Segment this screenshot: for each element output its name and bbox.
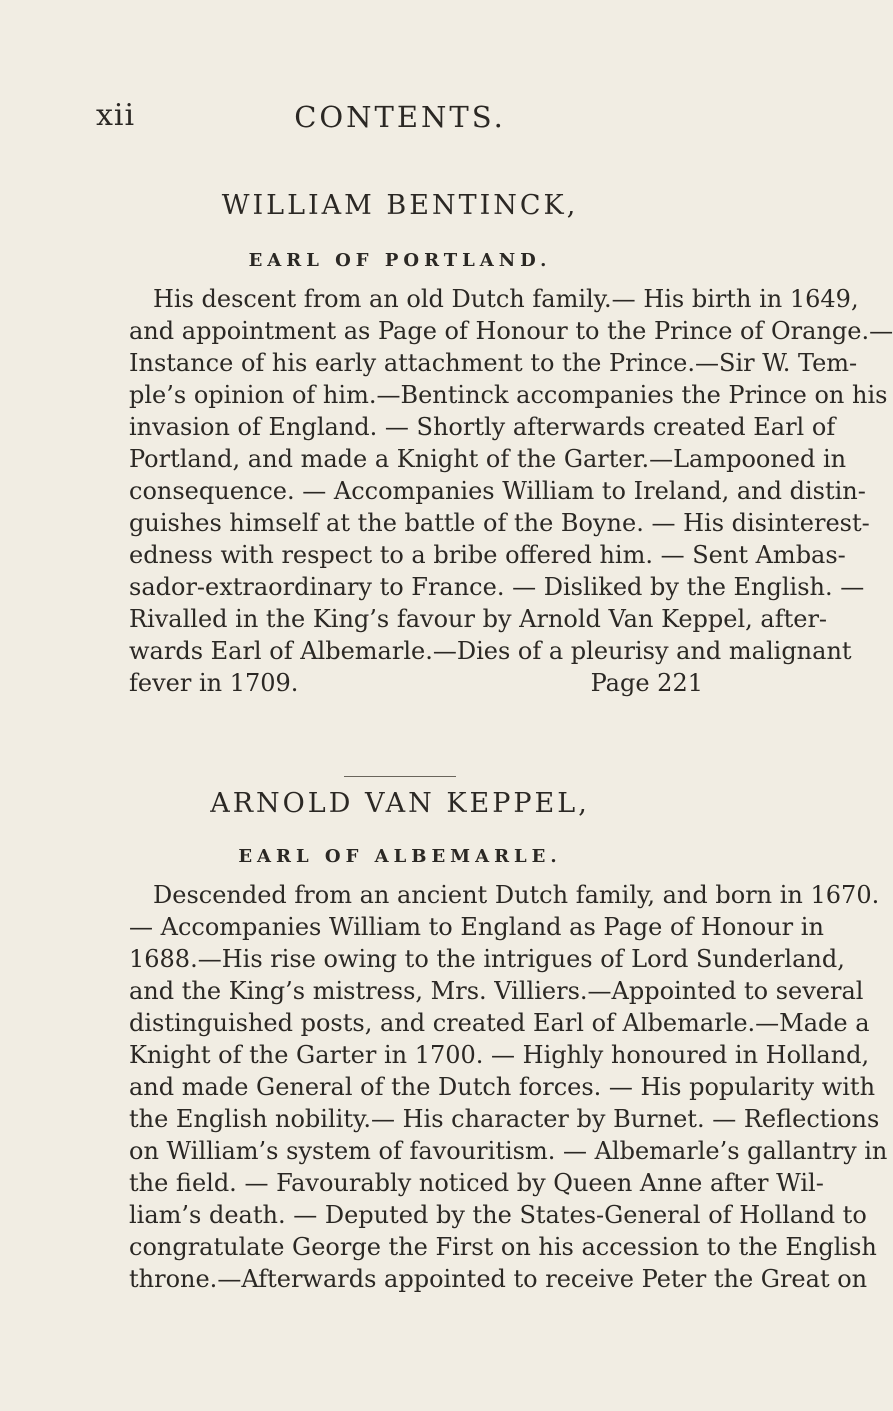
contents-line: the field. — Favourably noticed by Queen Anne after Wil-	[129, 1169, 824, 1197]
contents-line: 1688.—His rise owing to the intrigues of Lord Sunderland,	[129, 945, 845, 973]
contents-line: invasion of England. — Shortly afterwards created Earl of	[129, 413, 836, 441]
contents-line-last	[129, 667, 703, 699]
contents-line: and appointment as Page of Honour to the Prince of Orange.—	[129, 317, 893, 345]
contents-line: edness with respect to a bribe offered him. — Sent Ambas-	[129, 541, 846, 569]
contents-line: and made General of the Dutch forces. — His popularity with	[129, 1073, 876, 1101]
contents-line: Descended from an ancient Dutch family, and born in 1670.	[153, 881, 880, 909]
contents-line: the English nobility.— His character by Burnet. — Reflections	[129, 1105, 880, 1133]
contents-line: Instance of his early attachment to the Prince.—Sir W. Tem-	[129, 349, 858, 377]
contents-line: — Accompanies William to England as Page of Honour in	[129, 913, 824, 941]
contents-line: congratulate George the First on his accession to the English	[129, 1233, 877, 1261]
contents-line: consequence. — Accompanies William to Ireland, and distin-	[129, 477, 866, 505]
contents-line: on William’s system of favouritism. — Albemarle’s gallantry in	[129, 1137, 888, 1165]
contents-line: His descent from an old Dutch family.— His birth in 1649,	[153, 285, 859, 313]
contents-line: and the King’s mistress, Mrs. Villiers.—Appointed to several	[129, 977, 864, 1005]
contents-line: liam’s death. — Deputed by the States-General of Holland to	[129, 1201, 867, 1229]
running-head	[0, 98, 800, 138]
contents-line: ple’s opinion of him.—Bentinck accompanies the Prince on his	[129, 381, 888, 409]
contents-line: guishes himself at the battle of the Boyne. — His disinterest-	[129, 509, 870, 537]
contents-line: throne.—Afterwards appointed to receive Peter the Great on	[129, 1265, 868, 1293]
contents-line-text: fever in 1709.	[129, 669, 299, 697]
section-subtitle: EARL OF PORTLAND.	[248, 250, 552, 271]
contents-line: Knight of the Garter in 1700. — Highly honoured in Holland,	[129, 1041, 870, 1069]
contents-line: Rivalled in the King’s favour by Arnold Van Keppel, after-	[129, 605, 828, 633]
contents-line: wards Earl of Albemarle.—Dies of a pleurisy and malignant	[129, 637, 852, 665]
running-title: CONTENTS.	[294, 100, 506, 134]
section-divider	[344, 776, 456, 777]
page-number: xii	[96, 98, 136, 133]
section-title: WILLIAM BENTINCK,	[221, 190, 579, 221]
page-reference: Page 221	[590, 669, 703, 697]
contents-line: Portland, and made a Knight of the Garter.—Lampooned in	[129, 445, 847, 473]
contents-line: sador-extraordinary to France. — Disliked by the English. —	[129, 573, 865, 601]
section-title: ARNOLD VAN KEPPEL,	[210, 788, 590, 819]
contents-line: distinguished posts, and created Earl of Albemarle.—Made a	[129, 1009, 870, 1037]
section-subtitle: EARL OF ALBEMARLE.	[238, 846, 562, 867]
